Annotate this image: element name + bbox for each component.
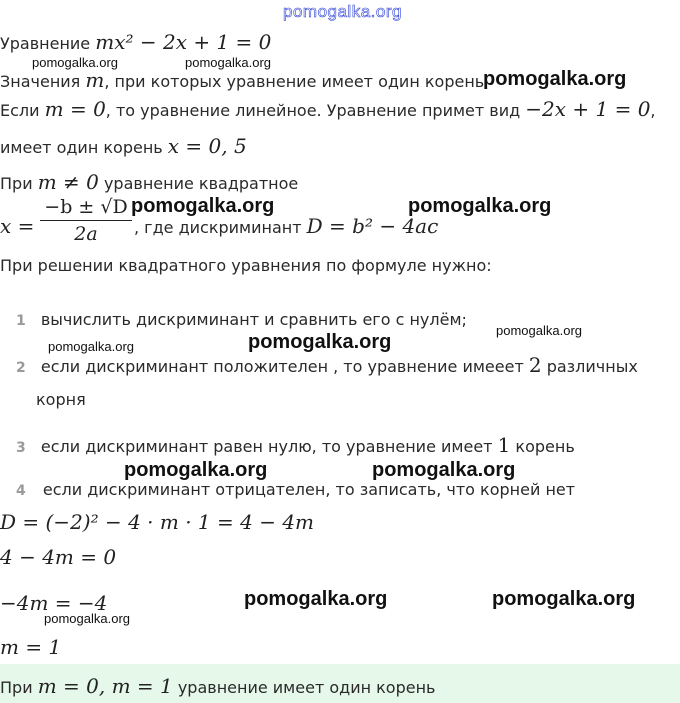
list-number: 4	[16, 483, 26, 499]
text: При	[0, 678, 33, 697]
list-number: 1	[16, 313, 26, 329]
line-one-root	[0, 134, 247, 158]
math: x = 0, 5	[167, 134, 247, 158]
quadratic-formula-fraction	[40, 196, 132, 245]
text: ,	[650, 101, 656, 120]
fraction-bar	[40, 220, 132, 221]
math: m = 0, m = 1	[37, 674, 173, 698]
list-text: различных	[546, 357, 638, 376]
text: Значения	[0, 72, 81, 91]
watermark: pomogalka.org	[248, 331, 392, 353]
list-text: вычислить дискриминант и сравнить его с нулём;	[40, 310, 467, 329]
line-solving-steps-intro	[0, 256, 492, 275]
math: 2	[528, 353, 542, 377]
list-item	[16, 353, 638, 377]
text: уравнение имеет один корень	[177, 678, 436, 697]
line-values-of-m	[0, 68, 484, 92]
watermark: pomogalka.org	[372, 459, 516, 481]
watermark: pomogalka.org	[185, 55, 271, 70]
watermark: pomogalka.org	[483, 68, 627, 90]
watermark: pomogalka.org	[492, 588, 636, 610]
text: , при которых уравнение имеет один корень	[104, 72, 485, 91]
watermark: pomogalka.org	[244, 588, 388, 610]
math: D = b² − 4ac	[306, 214, 439, 238]
text: При	[0, 174, 33, 193]
calc-equation: 4 − 4m = 0	[0, 545, 117, 569]
text: Если	[0, 101, 40, 120]
list-number: 2	[16, 360, 26, 376]
formula-numerator: −b ± √D	[44, 196, 128, 218]
watermark-top: pomogalka.org	[283, 2, 402, 21]
text: уравнение квадратное	[103, 174, 299, 193]
text: При решении квадратного уравнения по формуле нужно:	[0, 256, 492, 275]
calc-discriminant: D = (−2)² − 4 · m · 1 = 4 − 4m	[0, 510, 315, 534]
calc-step: −4m = −4	[0, 591, 108, 615]
watermark: pomogalka.org	[131, 195, 275, 217]
list-item-continued	[36, 390, 86, 409]
var-m: m	[85, 68, 105, 92]
list-item	[16, 433, 575, 457]
text: имеет один корень	[0, 138, 163, 157]
watermark: pomogalka.org	[124, 459, 268, 481]
text: , где дискриминант	[134, 218, 302, 237]
watermark: pomogalka.org	[32, 55, 118, 70]
list-item	[16, 310, 467, 329]
list-text: если дискриминант равен нулю, то уравнение имеет	[40, 437, 493, 456]
final-answer	[0, 674, 435, 698]
watermark: pomogalka.org	[496, 323, 582, 338]
math: m = 0	[44, 97, 106, 121]
list-text: если дискриминант отрицателен, то записать, что корней нет	[42, 480, 576, 499]
math: −2x + 1 = 0	[525, 97, 651, 121]
line-equation	[0, 30, 271, 54]
calc-result: m = 1	[0, 635, 62, 659]
line-equation-label: Уравнение	[0, 34, 91, 53]
list-text: если дискриминант положителен , то уравнение имееет	[40, 357, 524, 376]
list-number: 3	[16, 440, 26, 456]
list-text: корень	[515, 437, 575, 456]
line-quadratic-case	[0, 170, 298, 194]
watermark: pomogalka.org	[44, 611, 130, 626]
formula-denominator: 2a	[74, 223, 98, 245]
formula-x: x =	[0, 214, 35, 238]
math: 1	[497, 433, 511, 457]
list-text: корня	[36, 390, 86, 409]
equation-math: mx² − 2x + 1 = 0	[95, 30, 272, 54]
text: , то уравнение линейное. Уравнение примет вид	[105, 101, 521, 120]
watermark: pomogalka.org	[48, 339, 134, 354]
list-item	[16, 480, 575, 499]
math: m ≠ 0	[37, 170, 99, 194]
line-linear-case	[0, 97, 656, 121]
watermark: pomogalka.org	[408, 195, 552, 217]
